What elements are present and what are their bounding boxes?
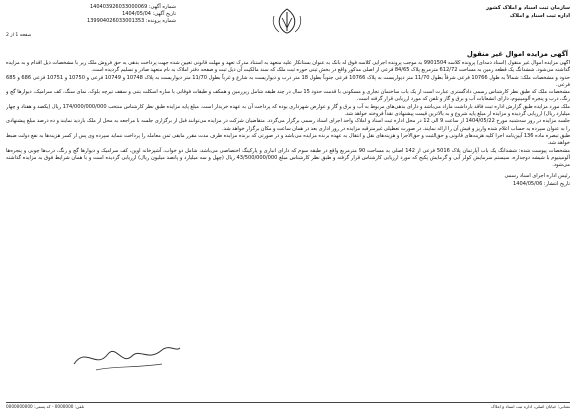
emblem-icon xyxy=(266,6,308,36)
page-number: صفحه 1 از 2 xyxy=(6,33,32,38)
footer-contact: تلفن: 0000000 - کد پستی: 0000000000 xyxy=(6,404,85,409)
paragraph: مشخصات ملک که طبق نظر کارشناس رسمی دادگستری عبارت است از یک باب ساختمان تجاری و مسکونی با قدمت حدود 15 سال در چند طبقه شامل زیرزمین و همکف و طبقات فوقانی با سازه اسکلت بتنی و سقف تیرچه بلوک، نمای سنگ، کف سرامیک، دیوارها گچ و رنگ، درب و پنجره آلومینیوم، دارای انشعابات آب و برق و گاز و تلفن که مورد ارزیابی قرار گرفته است. xyxy=(6,89,570,103)
paragraph: آگهی مزایده اموال غیر منقول (اسناد ذمه‌ای) پرونده کلاسه 9901504 به موجب پرونده اجرایی کلاسه فوق له بانک به عنوان بستانکار علیه متعهد به استناد مدرک تعهد و مهلت قانونی تعیین شده جهت پرداخت بدهی به حق فروش ملک زیر با مشخصات ذیل اقدام و به مزایده گذاشته می‌شود. ششدانگ یک قطعه زمین به مساحت 612/72 مترمربع پلاک 84/65 فرعی از اصلی مذکور واقع در بخش ثبتی حوزه ثبت ملک که سند مالکیت آن ذیل ثبت و صفحه دفتر املاک به نام متعهد صادر و تسلیم گردیده است. xyxy=(6,60,570,74)
signature-mark xyxy=(66,336,186,376)
notice-date: تاریخ آگهی: 1404/05/04 xyxy=(122,11,176,18)
notice-number: شماره آگهی: 140403926033000069 xyxy=(89,4,176,10)
signatory: رئیس اداره اجرای اسناد رسمی xyxy=(504,173,570,180)
footer-address: نشانی: خیابان اصلی، اداره ثبت اسناد و املاک xyxy=(491,404,570,409)
document-meta xyxy=(6,4,176,26)
paragraph: مشخصات پیوست شده: ششدانگ یک باب آپارتمان پلاک 5016 فرعی از 142 اصلی به مساحت 90 مترمربع واقع در طبقه سوم که دارای انباری و پارکینگ اختصاصی می‌باشد، شامل دو خواب، آشپزخانه اوپن، کف سرامیک و دیوارها گچ و رنگ، درب‌ها چوبی و پنجره‌ها آلومینیوم با شیشه دوجداره، سیستم سرمایش کولر آبی و گرمایش پکیج که مورد ارزیابی کارشناس قرار گرفته و طبق نظر کارشناس مبلغ 43/500/000/000 ریال (چهل و سه میلیارد و پانصد میلیون ریال) ارزیابی گردیده است و با همان شرایط فوق به مزایده گذاشته می‌شود. xyxy=(6,147,570,169)
footer-divider xyxy=(6,402,570,403)
paragraph: ملک مورد مزایده طبق گزارش اداره ثبت فاقد بازداشت مازاد می‌باشد و دارای بدهی‌های مربوط به آب و برق و گاز و عوارض شهرداری بوده که پرداخت آن به عهده خریدار است. مبلغ پایه مزایده طبق نظر کارشناس منتخب 174/000/000/000 ریال (یکصد و هفتاد و چهار میلیارد ریال) ارزیابی گردیده و مزایده از مبلغ پایه شروع و به بالاترین قیمت پیشنهادی نقداً فروخته خواهد شد. xyxy=(6,103,570,118)
paragraph: طبق تبصره ماده 136 آیین‌نامه اجرا کلیه هزینه‌های قانونی و حق‌الثبت و حق‌الاجرا و هزینه‌های نقل و انتقال به عهده برنده مزایده می‌باشد و در صورتی که برنده مزایده ظرف مدت مقرر مابقی ثمن معامله را پرداخت ننماید سپرده وی پس از کسر هزینه‌ها به نفع دولت ضبط خواهد شد. xyxy=(6,132,570,147)
footer xyxy=(6,404,570,409)
paragraph: حدود و مشخصات ملک: شمالاً به طول 10766 فرعی شرقاً بطول 11/70 متر دیواریست به پلاک 10766 فرعی جنوباً بطول 18 متر درب و دیواریست به شارع و غرباً بطول 11/70 متر دیواریست به پلاک 10748 و 10749 فرعی و 10750 و 10751 فرعی 686 و 685 فرعی. xyxy=(6,74,570,88)
organization-name: سازمان ثبت اسناد و املاک کشور xyxy=(486,5,570,11)
office-name: اداره ثبت اسناد و املاک xyxy=(509,13,570,19)
organization-header xyxy=(420,4,570,20)
case-number: شماره پرونده: 139904026033001353 xyxy=(87,18,176,25)
paragraph: جلسه مزایده در روز سه‌شنبه مورخ 1404/05/22 از ساعت 9 الی 12 در محل اداره ثبت اسناد و املاک واحد اجرای اسناد رسمی برگزار می‌گردد. متقاضیان شرکت در مزایده می‌توانند قبل از برگزاری جلسه با مراجعه به محل از ملک بازدید نمایند و ده درصد مبلغ پیشنهادی را به عنوان سپرده به حساب اعلام شده واریز و فیش آن را ارائه نمایند. در صورت تعطیلی غیرمترقبه مزایده در روز اداری بعد در همان ساعت و مکان برگزار خواهد شد. xyxy=(6,118,570,132)
document-title: آگهی مزایده اموال غیر منقول xyxy=(466,50,568,58)
publish-date: تاریخ انتشار: 1404/05/06 xyxy=(513,180,570,187)
